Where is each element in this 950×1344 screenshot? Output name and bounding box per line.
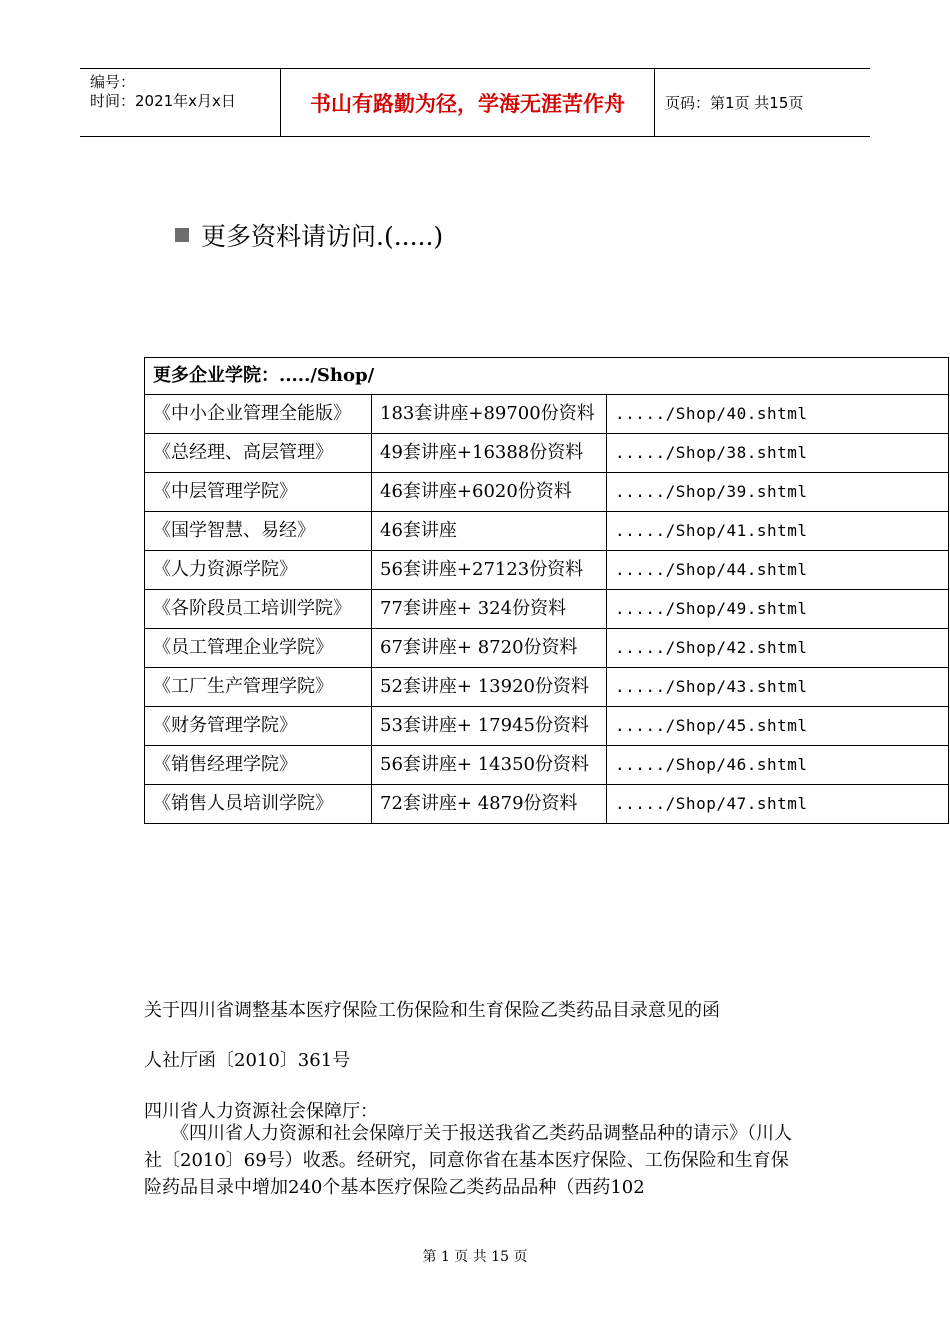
header-page-info: 页码：第1页 共15页 bbox=[665, 94, 804, 112]
shop-name-cell: 《各阶段员工培训学院》 bbox=[145, 590, 372, 629]
shop-url-cell[interactable]: ...../Shop/47.shtml bbox=[607, 785, 949, 824]
doc-number: 人社厅函〔2010〕361号 bbox=[144, 1050, 351, 1071]
shop-url-cell[interactable]: ...../Shop/44.shtml bbox=[607, 551, 949, 590]
shop-url-cell[interactable]: ...../Shop/45.shtml bbox=[607, 707, 949, 746]
shop-name-cell: 《中层管理学院》 bbox=[145, 473, 372, 512]
shop-desc-cell: 52套讲座+ 13920份资料 bbox=[372, 668, 607, 707]
shop-table-row bbox=[145, 434, 949, 473]
shop-table-row bbox=[145, 473, 949, 512]
shop-desc-cell: 67套讲座+ 8720份资料 bbox=[372, 629, 607, 668]
shop-name-cell: 《销售人员培训学院》 bbox=[145, 785, 372, 824]
shop-desc-cell: 56套讲座+ 14350份资料 bbox=[372, 746, 607, 785]
shop-table-row bbox=[145, 629, 949, 668]
page-header bbox=[80, 68, 870, 137]
shop-name-cell: 《员工管理企业学院》 bbox=[145, 629, 372, 668]
shop-desc-cell: 183套讲座+89700份资料 bbox=[372, 395, 607, 434]
shop-desc-cell: 72套讲座+ 4879份资料 bbox=[372, 785, 607, 824]
time-label: 时间：2021年x月x日 bbox=[90, 92, 236, 110]
shop-desc-cell: 46套讲座+6020份资料 bbox=[372, 473, 607, 512]
visit-line bbox=[175, 217, 443, 253]
square-bullet-icon bbox=[175, 228, 189, 242]
shop-name-cell: 《财务管理学院》 bbox=[145, 707, 372, 746]
shop-table-row bbox=[145, 785, 949, 824]
doc-title: 关于四川省调整基本医疗保险工伤保险和生育保险乙类药品目录意见的函 bbox=[144, 1000, 720, 1021]
visit-text[interactable]: 更多资料请访问.(.....) bbox=[201, 222, 444, 251]
shop-table-row bbox=[145, 512, 949, 551]
number-label: 编号： bbox=[90, 73, 136, 91]
shop-desc-cell: 56套讲座+27123份资料 bbox=[372, 551, 607, 590]
shop-desc-cell: 53套讲座+ 17945份资料 bbox=[372, 707, 607, 746]
header-meta bbox=[80, 69, 280, 136]
doc-paragraph: 《四川省人力资源和社会保障厅关于报送我省乙类药品调整品种的请示》（川人社〔2010〕69号）收悉。经研究，同意你省在基本医疗保险、工伤保险和生育保险药品目录中增加240个基本医疗保险乙类药品品种（西药102 bbox=[144, 1123, 792, 1198]
shop-name-cell: 《销售经理学院》 bbox=[145, 746, 372, 785]
shop-table-row bbox=[145, 668, 949, 707]
shop-desc-cell: 77套讲座+ 324份资料 bbox=[372, 590, 607, 629]
shop-table-header bbox=[145, 358, 949, 395]
shop-name-cell: 《总经理、高层管理》 bbox=[145, 434, 372, 473]
page-footer: 第 1 页 共 15 页 bbox=[422, 1249, 528, 1265]
shop-url-cell[interactable]: ...../Shop/40.shtml bbox=[607, 395, 949, 434]
shop-url-cell[interactable]: ...../Shop/38.shtml bbox=[607, 434, 949, 473]
shop-table-row bbox=[145, 551, 949, 590]
shop-name-cell: 《人力资源学院》 bbox=[145, 551, 372, 590]
shop-name-cell: 《国学智慧、易经》 bbox=[145, 512, 372, 551]
shop-name-cell: 《工厂生产管理学院》 bbox=[145, 668, 372, 707]
shop-desc-cell: 49套讲座+16388份资料 bbox=[372, 434, 607, 473]
shop-url-cell[interactable]: ...../Shop/46.shtml bbox=[607, 746, 949, 785]
shop-url-cell[interactable]: ...../Shop/42.shtml bbox=[607, 629, 949, 668]
doc-addressee: 四川省人力资源社会保障厅： bbox=[144, 1101, 378, 1122]
shop-table bbox=[144, 357, 949, 824]
shop-table-row bbox=[145, 707, 949, 746]
shop-desc-cell: 46套讲座 bbox=[372, 512, 607, 551]
shop-table-row bbox=[145, 746, 949, 785]
shop-url-cell[interactable]: ...../Shop/39.shtml bbox=[607, 473, 949, 512]
shop-url-cell[interactable]: ...../Shop/43.shtml bbox=[607, 668, 949, 707]
shop-url-cell[interactable]: ...../Shop/41.shtml bbox=[607, 512, 949, 551]
header-motto: 书山有路勤为径，学海无涯苦作舟 bbox=[280, 69, 655, 136]
shop-url-cell[interactable]: ...../Shop/49.shtml bbox=[607, 590, 949, 629]
shop-name-cell: 《中小企业管理全能版》 bbox=[145, 395, 372, 434]
shop-table-header-cell: 更多企业学院：...../Shop/ bbox=[145, 358, 949, 395]
shop-table-row bbox=[145, 590, 949, 629]
shop-table-row bbox=[145, 395, 949, 434]
